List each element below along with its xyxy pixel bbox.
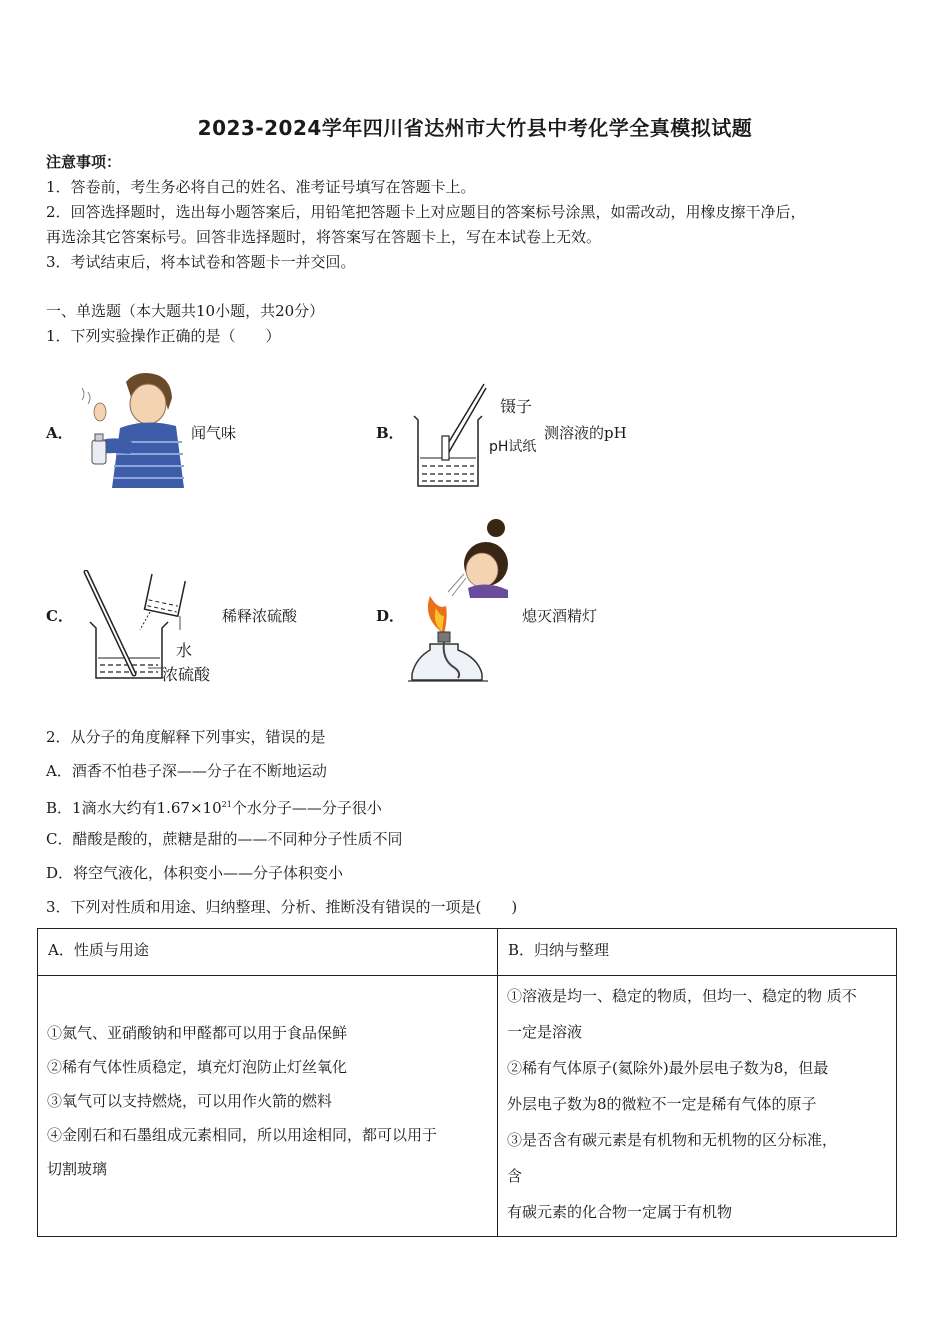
question-3-table (37, 928, 897, 1237)
page-title: 2023-2024学年四川省达州市大竹县中考化学全真模拟试题 (197, 116, 753, 140)
option-d-caption: 熄灭酒精灯 (522, 607, 598, 625)
table-cell-left (38, 976, 498, 1237)
question-3-stem: 3．下列对性质和用途、归纳整理、分析、推断没有错误的一项是( ) (46, 898, 518, 916)
notice-heading: 注意事项： (46, 153, 122, 171)
option-a-label: A． (46, 424, 73, 442)
table-line: ①溶液是均一、稳定的物质，但均一、稳定的物 质不 (507, 987, 857, 1005)
notice-item: 1．答卷前，考生务必将自己的姓名、准考证号填写在答题卡上。 (46, 178, 476, 196)
tweezers-label: 镊子 (500, 397, 533, 416)
option-d-label: D． (376, 607, 405, 625)
acid-label: 浓硫酸 (162, 665, 211, 684)
option-c-caption: 稀释浓硫酸 (222, 607, 298, 625)
option-a-caption: 闻气味 (191, 424, 237, 442)
question-2-option-c: C．醋酸是酸的，蔗糖是甜的——不同种分子性质不同 (46, 830, 403, 848)
notice-item: 再选涂其它答案标号。回答非选择题时，将答案写在答题卡上，写在本试卷上无效。 (46, 228, 602, 246)
section-heading: 一、单选题（本大题共10小题，共20分） (46, 302, 325, 320)
alcohol-lamp-figure (408, 518, 512, 684)
table-line: 一定是溶液 (507, 1023, 583, 1041)
option-b-text-post: 个水分子——分子很小 (231, 799, 382, 817)
table-line: 含 (507, 1167, 523, 1185)
question-2-option-a: A．酒香不怕巷子深——分子在不断地运动 (46, 762, 327, 780)
table-line: ②稀有气体原子(氦除外)最外层电子数为8，但最 (507, 1059, 829, 1077)
question-1-stem: 1．下列实验操作正确的是（ ） (46, 327, 281, 345)
table-line: ③是否含有碳元素是有机物和无机物的区分标准， (507, 1131, 838, 1149)
smelling-figure (76, 370, 188, 488)
ph-paper-label: pH试纸 (489, 439, 537, 455)
notice-item: 3．考试结束后，将本试卷和答题卡一并交回。 (46, 253, 356, 271)
option-c-label: C． (46, 607, 73, 625)
question-2-stem: 2．从分子的角度解释下列事实，错误的是 (46, 728, 326, 746)
water-label: 水 (176, 641, 193, 660)
notice-item: 2．回答选择题时，选出每小题答案后，用铅笔把答题卡上对应题目的答案标号涂黑，如需改动，用橡皮擦干净后， (46, 203, 806, 221)
option-b-text-pre: B．1滴水大约有1.67×10 (46, 799, 222, 817)
table-line: ①氮气、亚硝酸钠和甲醛都可以用于食品保鲜 (47, 1024, 348, 1042)
table-line: 切割玻璃 (47, 1160, 108, 1178)
table-line: ③氧气可以支持燃烧，可以用作火箭的燃料 (47, 1092, 333, 1110)
beaker-ph-figure (404, 380, 488, 490)
table-cell-right (498, 976, 897, 1237)
table-line: 有碳元素的化合物一定属于有机物 (507, 1203, 733, 1221)
exponent: 21 (221, 800, 232, 809)
question-2-option-b (46, 795, 382, 818)
table-header-right: B．归纳与整理 (498, 929, 897, 976)
table-line: ②稀有气体性质稳定，填充灯泡防止灯丝氧化 (47, 1058, 348, 1076)
table-line: 外层电子数为8的微粒不一定是稀有气体的原子 (507, 1095, 817, 1113)
table-line: ④金刚石和石墨组成元素相同，所以用途相同，都可以用于 (47, 1126, 438, 1144)
option-b-label: B． (376, 424, 404, 442)
option-b-caption: 测溶液的pH (544, 424, 627, 442)
question-2-option-d: D．将空气液化，体积变小——分子体积变小 (46, 864, 344, 882)
table-header-left: A．性质与用途 (38, 929, 498, 976)
